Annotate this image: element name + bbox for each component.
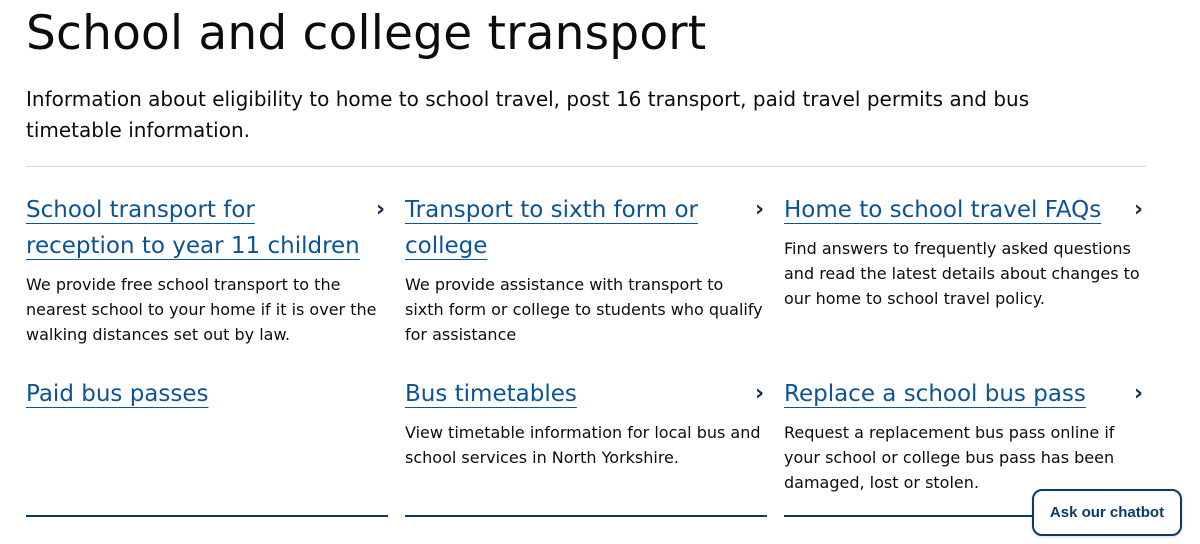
card-link-replace-bus-pass[interactable]: Replace a school bus pass	[784, 381, 1086, 407]
card-link-bus-timetables[interactable]: Bus timetables	[405, 381, 577, 407]
divider	[26, 166, 1146, 167]
chevron-right-icon[interactable]: ›	[376, 197, 386, 222]
card-school-transport	[26, 192, 388, 347]
card-sixth-form	[405, 192, 767, 347]
card-bottom-border	[26, 515, 388, 517]
page-intro: Information about eligibility to home to school travel, post 16 transport, paid travel permits and bus timetable information.	[26, 87, 1030, 142]
card-bottom-border	[405, 515, 767, 517]
card-link-school-transport[interactable]: School transport for reception to year 11 children	[26, 197, 360, 259]
chatbot-button[interactable]: Ask our chatbot	[1032, 489, 1182, 536]
card-description: View timetable information for local bus and school services in North Yorkshire.	[405, 423, 761, 467]
card-description: We provide free school transport to the nearest school to your home if it is over the walking distances set out by law.	[26, 275, 377, 344]
page-title: School and college transport	[26, 6, 707, 61]
card-paid-bus-passes	[26, 376, 388, 420]
chevron-right-icon[interactable]: ›	[1134, 197, 1144, 222]
chevron-right-icon[interactable]: ›	[755, 381, 765, 406]
card-description: We provide assistance with transport to sixth form or college to students who qualify for assistance	[405, 275, 763, 344]
card-travel-faqs	[784, 192, 1146, 311]
card-description: Find answers to frequently asked questions and read the latest details about changes to our home to school travel policy.	[784, 239, 1140, 308]
card-bus-timetables	[405, 376, 767, 470]
card-link-paid-bus-passes[interactable]: Paid bus passes	[26, 381, 209, 407]
chevron-right-icon[interactable]: ›	[1134, 381, 1144, 406]
chevron-right-icon[interactable]: ›	[755, 197, 765, 222]
card-link-sixth-form[interactable]: Transport to sixth form or college	[405, 197, 698, 259]
card-description: Request a replacement bus pass online if your school or college bus pass has been damaged, lost or stolen.	[784, 423, 1115, 492]
card-replace-bus-pass	[784, 376, 1146, 495]
card-link-travel-faqs[interactable]: Home to school travel FAQs	[784, 197, 1102, 223]
